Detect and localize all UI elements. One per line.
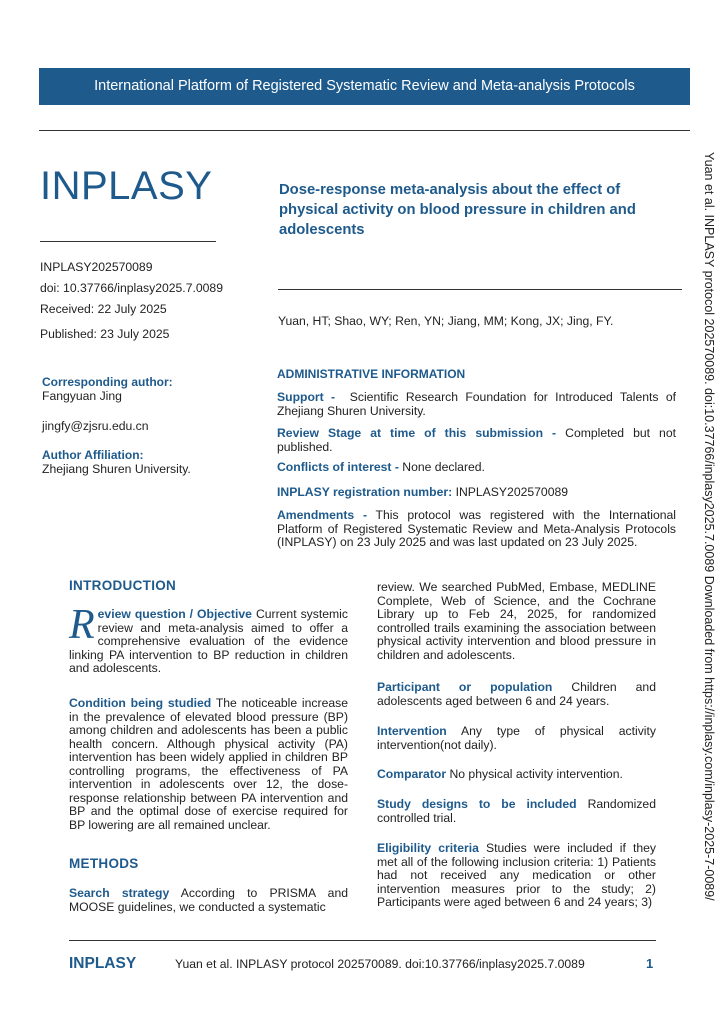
review-question-label: eview question / Objective: [97, 607, 252, 621]
drop-cap: R: [69, 602, 95, 648]
amendments-block: [277, 509, 676, 550]
condition-text: The noticeable increase in the prevalence of elevated blood pressure (BP) among children and adolescents has been a public health concern. Although physical activity (PA) intervention has been widely applied in children BP controlling programs, the effectiveness of PA intervention in adolescents over 12, the dose-response relationship between PA intervention and BP and the optimal dose of exercise required for BP lowering are all remained unclear.: [69, 696, 348, 832]
footer-citation: Yuan et al. INPLASY protocol 202570089. doi:10.37766/inplasy2025.7.0089: [175, 957, 585, 971]
intervention-block: [377, 725, 656, 752]
published-date: Published: 23 July 2025: [40, 327, 170, 341]
intervention-label: Intervention: [377, 724, 447, 738]
stage-block: [277, 427, 676, 454]
page-number: 1: [646, 956, 654, 971]
affiliation: Zhejiang Shuren University.: [42, 462, 191, 476]
review-question-text: Current systemic review and meta-analysis aimed to offer a comprehensive evaluation of the evidence linking PA intervention to BP reduction in children and adolescents.: [69, 607, 348, 675]
received-date: Received: 22 July 2025: [40, 302, 167, 316]
condition-block: [69, 697, 348, 832]
footer-rule: [69, 940, 656, 941]
review-question-block: [69, 602, 348, 676]
corresponding-name: Fangyuan Jing: [42, 389, 122, 403]
comparator-label: Comparator: [377, 767, 447, 781]
study-design-block: [377, 798, 656, 825]
registration-label: INPLASY registration number:: [277, 485, 453, 499]
author-list: Yuan, HT; Shao, WY; Ren, YN; Jiang, MM; Kong, JX; Jing, FY.: [278, 314, 614, 328]
corresponding-email[interactable]: jingfy@zjsru.edu.cn: [42, 419, 149, 433]
search-strategy-block: [69, 887, 348, 914]
study-design-text: Randomized controlled trial.: [377, 797, 656, 825]
population-block: [377, 681, 656, 708]
comparator-block: [377, 768, 656, 782]
support-text: Scientific Research Foundation for Introduced Talents of Zhejiang Shuren University.: [277, 390, 676, 418]
comparator-text: No physical activity intervention.: [449, 767, 623, 781]
protocol-id: INPLASY202570089: [40, 260, 153, 274]
eligibility-block: [377, 842, 656, 910]
population-label: Participant or population: [377, 680, 553, 694]
introduction-heading: INTRODUCTION: [69, 578, 177, 593]
support-label: Support -: [277, 390, 336, 404]
affiliation-label: Author Affiliation:: [42, 448, 144, 462]
search-strategy-continued: review. We searched PubMed, Embase, MEDLINE Complete, Web of Science, and the Cochrane Library up to Feb 24, 2025, for randomized controlled trails examining the association between physical activity intervention and blood pressure in children and adolescents.: [377, 580, 656, 662]
search-strategy-text: According to PRISMA and MOOSE guidelines, we conducted a systematic: [69, 886, 348, 914]
inplasy-logo: INPLASY: [40, 164, 213, 208]
doi[interactable]: doi: 10.37766/inplasy2025.7.0089: [40, 281, 223, 295]
stage-label: Review Stage at time of this submission -: [277, 426, 557, 440]
paper-title: Dose-response meta-analysis about the effect of physical activity on blood pressure in children and adolescents: [279, 182, 636, 238]
amendments-label: Amendments -: [277, 508, 368, 522]
admin-heading: ADMINISTRATIVE INFORMATION: [277, 367, 466, 381]
study-design-label: Study designs to be included: [377, 797, 577, 811]
methods-heading: METHODS: [69, 856, 139, 871]
population-text: Children and adolescents aged between 6 and 24 years.: [377, 680, 656, 708]
stage-text: Completed but not published.: [277, 426, 676, 454]
registration-number: INPLASY202570089: [455, 485, 569, 499]
corresponding-label: Corresponding author:: [42, 375, 173, 389]
footer-logo: INPLASY: [69, 955, 137, 972]
search-strategy-label: Search strategy: [69, 886, 170, 900]
eligibility-label: Eligibility criteria: [377, 841, 479, 855]
logo-underline: [40, 241, 216, 242]
intervention-text: Any type of physical activity intervention(not daily).: [377, 724, 656, 752]
header-banner: International Platform of Registered Systematic Review and Meta-analysis Protocols: [39, 68, 690, 105]
conflicts-block: [277, 461, 676, 475]
conflicts-text: None declared.: [402, 460, 485, 474]
amendments-text: This protocol was registered with the International Platform of Registered Systematic Review and Meta-Analysis Protocols (INPLASY) on 23 July 2025 and was last updated on 23 July 2025.: [277, 508, 676, 549]
registration-block: [277, 486, 676, 500]
side-download-text[interactable]: Yuan et al. INPLASY protocol 202570089. doi:10.37766/inplasy2025.7.0089 Downloaded from https://inplasy.com/inplasy-2025-7-0089/: [702, 152, 716, 901]
eligibility-text: Studies were included if they met all of the following inclusion criteria: 1) Patients had not received any medication or other intervention measures prior to the study; 2) Participants were aged between 6 and 24 years; 3): [377, 841, 656, 909]
top-rule: [39, 130, 690, 131]
support-block: [277, 391, 676, 418]
conflicts-label: Conflicts of interest -: [277, 460, 399, 474]
title-rule: [278, 289, 682, 290]
condition-label: Condition being studied: [69, 696, 212, 710]
